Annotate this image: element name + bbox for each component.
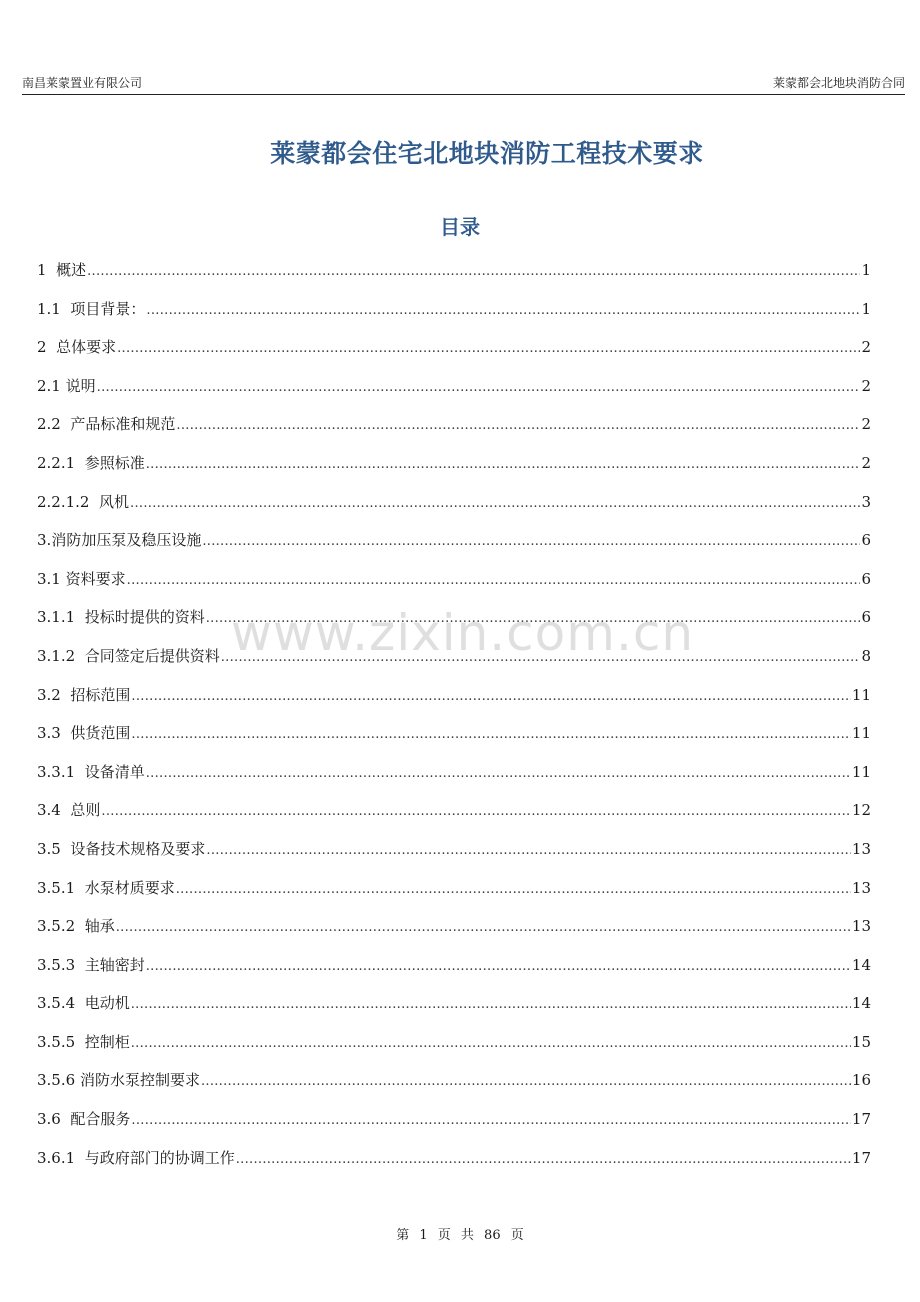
toc-entry-title: 招标范围: [70, 685, 131, 704]
toc-entry-title: 电动机: [84, 994, 130, 1013]
toc-dot-leader: [206, 840, 850, 862]
toc-entry-title: 概述: [56, 261, 87, 279]
toc-entry-number: 3.5.3: [37, 955, 85, 974]
toc-dot-leader: [131, 1110, 850, 1132]
toc-dot-leader: [131, 724, 850, 746]
toc-entry-number: 3.3.1: [37, 762, 85, 781]
toc-entry[interactable]: [37, 761, 871, 800]
toc-entry-title: 消防加压泵及稳压设施: [51, 531, 202, 550]
toc-entry-page-number: 6: [861, 608, 871, 627]
toc-entry[interactable]: [37, 1031, 871, 1070]
toc-entry-title: 供货范围: [70, 724, 131, 743]
toc-entry-number: 2.2.1.2: [37, 492, 100, 511]
toc-entry[interactable]: [37, 915, 871, 954]
toc-entry-page-number: 13: [851, 839, 871, 858]
toc-dot-leader: [117, 338, 860, 360]
toc-entry-title: 消防水泵控制要求: [79, 1071, 200, 1090]
toc-entry-title: 项目背景：: [70, 299, 146, 318]
toc-entry-title: 水泵材质要求: [84, 878, 175, 897]
toc-entry-number: 3.1: [37, 569, 66, 588]
toc-dot-leader: [221, 647, 861, 669]
toc-entry-title: 设备清单: [84, 762, 145, 781]
page-footer: 第 1 页 共 86 页: [396, 1228, 524, 1243]
watermark: www.zixin.com.cn: [231, 604, 695, 662]
toc-entry-page-number: 16: [851, 1071, 871, 1090]
toc-entry[interactable]: [37, 645, 871, 684]
toc-entry-page-number: 6: [861, 569, 871, 588]
toc-dot-leader: [176, 415, 860, 437]
toc-entry-page-number: 11: [851, 685, 871, 704]
toc-entry[interactable]: [37, 1108, 871, 1147]
toc-dot-leader: [131, 1033, 851, 1055]
toc-entry-title: 合同签定后提供资料: [84, 646, 220, 665]
toc-dot-leader: [101, 801, 850, 823]
toc-dot-leader: [131, 994, 851, 1016]
toc-dot-leader: [146, 300, 860, 322]
toc-entry[interactable]: [37, 799, 871, 838]
toc-entry-page-number: 2: [861, 338, 871, 357]
toc-entry-title: 总体要求: [56, 338, 117, 357]
toc-entry-number: 2.2.1: [37, 453, 85, 472]
toc-entry-number: 3.6.1: [37, 1148, 85, 1167]
toc-entry[interactable]: [37, 529, 871, 568]
toc-entry-title: 主轴密封: [84, 955, 145, 974]
toc-entry[interactable]: [37, 1069, 871, 1108]
toc-dot-leader: [97, 377, 861, 399]
toc-entry[interactable]: [37, 298, 871, 337]
toc-entry[interactable]: [37, 838, 871, 877]
toc-entry-page-number: 3: [861, 492, 871, 511]
toc-entry-page-number: 2: [861, 415, 871, 434]
toc-entry-page-number: 12: [851, 801, 871, 820]
toc-entry[interactable]: [37, 606, 871, 645]
toc-entry-page-number: 17: [851, 1148, 871, 1167]
toc-entry[interactable]: [37, 568, 871, 607]
toc-dot-leader: [236, 1149, 851, 1171]
toc-entry-page-number: 6: [861, 531, 871, 550]
toc-entry[interactable]: [37, 722, 871, 761]
toc-entry-number: 3.5.5: [37, 1032, 85, 1051]
toc-entry-page-number: 11: [851, 724, 871, 743]
toc-entry-title: 投标时提供的资料: [84, 608, 205, 627]
toc-dot-leader: [127, 570, 861, 592]
toc-entry[interactable]: [37, 336, 871, 375]
toc-entry-page-number: 1: [861, 299, 871, 318]
toc-entry-page-number: 11: [851, 762, 871, 781]
page-header: [22, 72, 905, 95]
toc-dot-leader: [131, 686, 850, 708]
toc-entry-number: 1: [37, 261, 57, 279]
toc-entry-number: 3.: [37, 531, 52, 550]
toc-entry-number: 3.3: [37, 724, 71, 743]
toc-entry-number: 3.6: [37, 1110, 71, 1129]
toc-entry[interactable]: [37, 375, 871, 414]
header-contract-name: 莱蒙都会北地块消防合同: [772, 76, 905, 90]
toc-dot-leader: [206, 608, 861, 630]
toc-entry[interactable]: [37, 684, 871, 723]
toc-entry[interactable]: [37, 877, 871, 916]
toc-entry-number: 3.1.1: [37, 608, 85, 627]
toc-entry-page-number: 2: [861, 453, 871, 472]
toc-dot-leader: [146, 454, 861, 476]
toc-entry-number: 3.5: [37, 839, 71, 858]
toc-dot-leader: [202, 531, 860, 553]
toc-entry-number: 3.5.1: [37, 878, 85, 897]
toc-entry-title: 配合服务: [70, 1110, 131, 1129]
header-company-name: 南昌莱蒙置业有限公司: [22, 76, 143, 90]
toc-entry-title: 与政府部门的协调工作: [84, 1148, 235, 1167]
toc-dot-leader: [176, 879, 851, 901]
toc-entry-title: 参照标准: [84, 453, 145, 472]
toc-entry-number: 3.5.2: [37, 917, 85, 936]
toc-entry-title: 产品标准和规范: [70, 415, 176, 434]
toc-entry-page-number: 2: [861, 376, 871, 395]
toc-entry-number: 1.1: [37, 299, 71, 318]
toc-entry[interactable]: [37, 259, 871, 298]
toc-dot-leader: [146, 956, 851, 978]
toc-entry-title: 风机: [99, 492, 130, 511]
toc-entry-number: 3.4: [37, 801, 71, 820]
toc-entry-page-number: 14: [851, 955, 871, 974]
toc-dot-leader: [116, 917, 851, 939]
table-of-contents: [37, 259, 871, 1185]
toc-entry-page-number: 13: [851, 917, 871, 936]
toc-entry-title: 说明: [65, 376, 96, 395]
toc-entry-page-number: 14: [851, 994, 871, 1013]
toc-entry-number: 3.5.6: [37, 1071, 80, 1090]
toc-entry-number: 2: [37, 338, 57, 357]
toc-entry[interactable]: [37, 491, 871, 530]
toc-entry-title: 轴承: [84, 917, 115, 936]
toc-entry-page-number: 15: [851, 1032, 871, 1051]
toc-entry[interactable]: [37, 1147, 871, 1186]
toc-entry-title: 设备技术规格及要求: [70, 839, 206, 858]
toc-entry[interactable]: [37, 413, 871, 452]
toc-entry[interactable]: [37, 954, 871, 993]
toc-entry[interactable]: [37, 452, 871, 491]
toc-entry-number: 3.1.2: [37, 646, 85, 665]
document-title: 莱蒙都会住宅北地块消防工程技术要求: [270, 139, 704, 168]
toc-dot-leader: [146, 763, 851, 785]
toc-heading: 目录: [440, 215, 480, 239]
toc-entry-number: 2.1: [37, 376, 66, 395]
toc-entry-page-number: 13: [851, 878, 871, 897]
toc-entry-title: 总则: [70, 801, 101, 820]
toc-dot-leader: [87, 261, 860, 283]
toc-entry-page-number: 8: [861, 646, 871, 665]
toc-entry-number: 2.2: [37, 415, 71, 434]
toc-entry-number: 3.2: [37, 685, 71, 704]
toc-dot-leader: [130, 493, 860, 515]
toc-entry-page-number: 17: [851, 1110, 871, 1129]
toc-entry-title: 控制柜: [84, 1032, 130, 1051]
toc-entry[interactable]: [37, 992, 871, 1031]
toc-entry-title: 资料要求: [65, 569, 126, 588]
toc-dot-leader: [201, 1071, 851, 1093]
toc-entry-number: 3.5.4: [37, 994, 85, 1013]
toc-entry-page-number: 1: [861, 261, 871, 279]
